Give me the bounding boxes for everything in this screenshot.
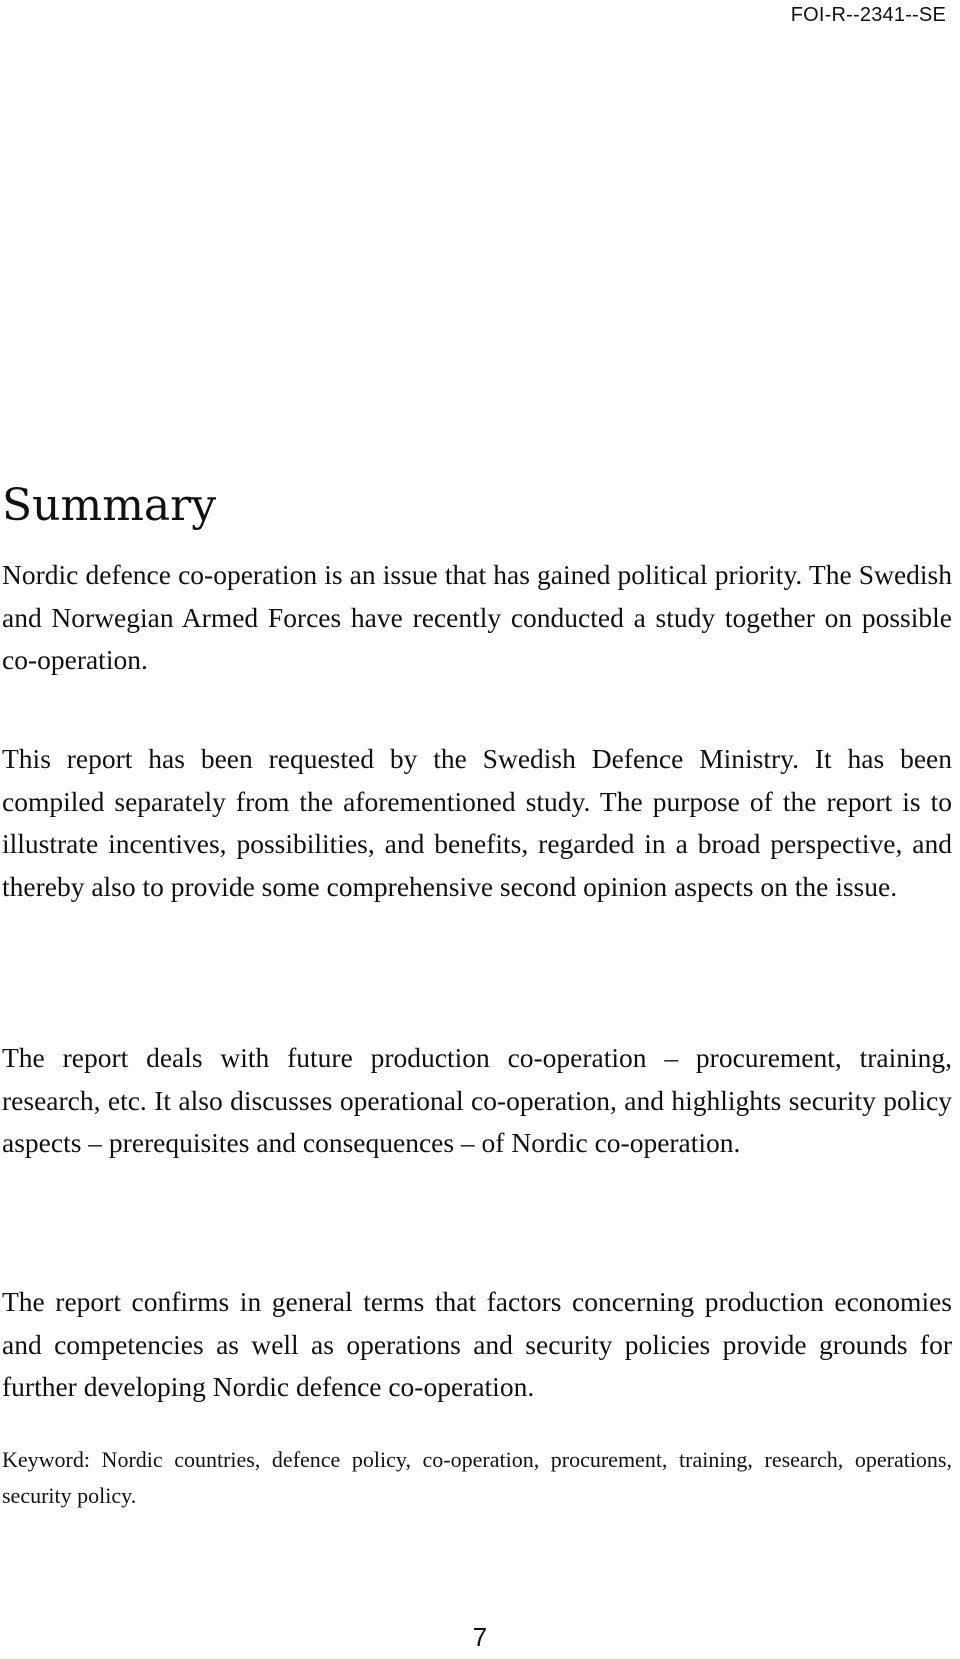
page-title: Summary — [2, 480, 217, 531]
summary-paragraph: This report has been requested by the Swedish Defence Ministry. It has been compiled separately from the aforementioned study. The purpose of the report is to illustrate incentives, possibilities, and benefits, regarded in a broad perspective, and thereby also to provide some comprehensive second opinion aspects on the issue. — [2, 743, 952, 902]
summary-paragraph: Nordic defence co-operation is an issue that has gained political priority. The Swedish and Norwegian Armed Forces have recently conducted a study together on possible co-operation. — [2, 559, 952, 675]
keywords: Keyword: Nordic countries, defence policy, co-operation, procurement, training, research, operations, security policy. — [2, 1447, 952, 1508]
summary-paragraph: The report deals with future production co-operation – procurement, training, research, etc. It also discusses operational co-operation, and highlights security policy aspects – prerequisites and consequences – of Nordic co-operation. — [2, 1042, 952, 1158]
page-number: 7 — [472, 1622, 488, 1652]
report-id: FOI-R--2341--SE — [790, 4, 946, 26]
summary-paragraph: The report confirms in general terms that factors concerning production economies and competencies as well as operations and security policies provide grounds for further developing Nordic defence co-operation. — [2, 1286, 952, 1402]
